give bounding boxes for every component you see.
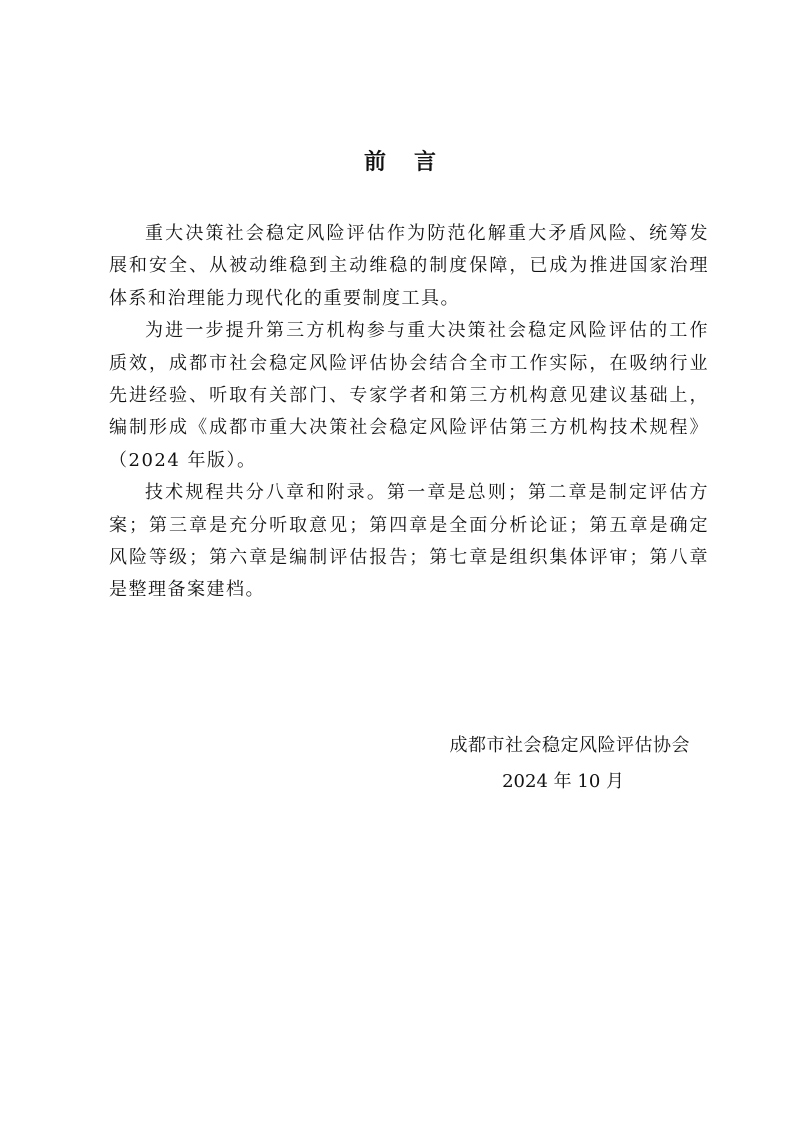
signature-date: 2024 年 10 月 xyxy=(502,771,624,792)
preface-body xyxy=(109,218,709,607)
page-title: 前言 xyxy=(363,149,464,175)
paragraph-1: 重大决策社会稳定风险评估作为防范化解重大矛盾风险、统筹发展和安全、从被动维稳到主动维稳的制度保障，已成为推进国家治理体系和治理能力现代化的重要制度工具。 xyxy=(109,223,709,309)
paragraph-3: 技术规程共分八章和附录。第一章是总则；第二章是制定评估方案；第三章是充分听取意见；第四章是全面分析论证；第五章是确定风险等级；第六章是编制评估报告；第七章是组织集体评审；第八章是整理备案建档。 xyxy=(109,482,709,601)
signature-organization: 成都市社会稳定风险评估协会 xyxy=(449,735,690,756)
paragraph-2: 为进一步提升第三方机构参与重大决策社会稳定风险评估的工作质效，成都市社会稳定风险评估协会结合全市工作实际，在吸纳行业先进经验、听取有关部门、专家学者和第三方机构意见建议基础上，编制形成《成都市重大决策社会稳定风险评估第三方机构技术规程》（2024 年版）。 xyxy=(109,320,709,471)
